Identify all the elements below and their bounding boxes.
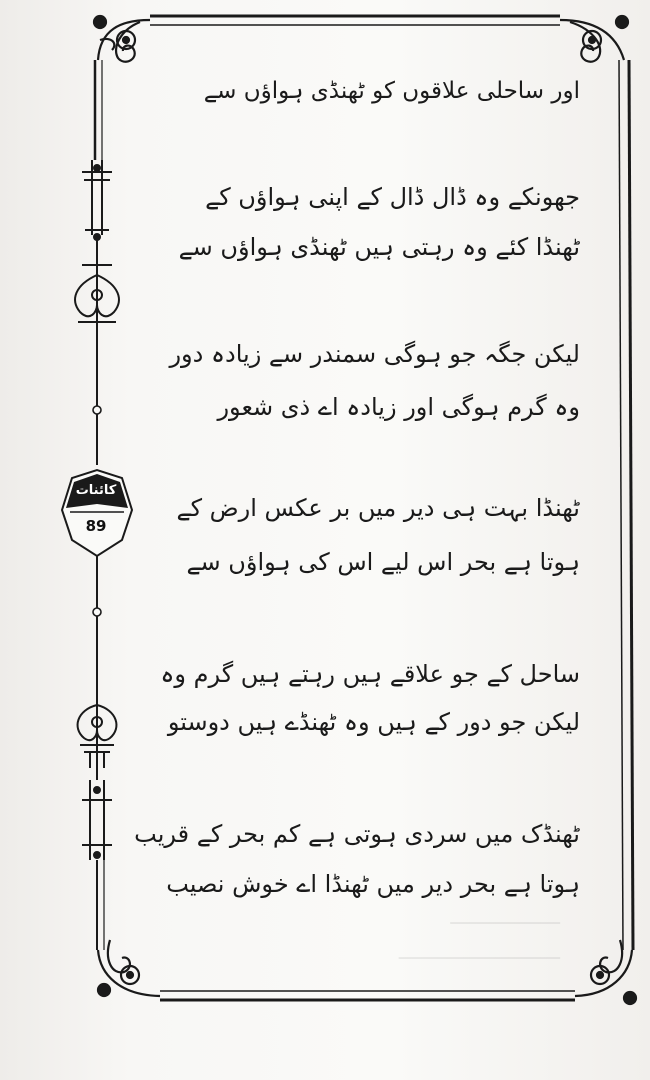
corner-scroll-bottom-right [575, 940, 636, 1004]
poem-line: لیکن جگہ جو ہوگی سمندر سے زیادہ دور [169, 340, 580, 368]
poem-line: ہوتا ہے بحر اس لیے اس کی ہواؤں سے [186, 548, 580, 576]
poem [134, 0, 580, 1080]
poem-line: جھونکے وہ ڈال ڈال کے اپنی ہواؤں کے [205, 183, 580, 211]
bleed-through-text: ـــــــــــــــــــــــــ [398, 940, 560, 965]
rail-ornament-4 [82, 780, 112, 860]
poem-title: اور ساحلی علاقوں کو ٹھنڈی ہواؤں سے [203, 78, 580, 104]
rail-ornament-2 [75, 255, 119, 330]
book-logo-text: کائنات [75, 483, 117, 498]
poem-line: ہوتا ہے بحر دیر میں ٹھنڈا اے خوش نصیب [166, 870, 580, 898]
poem-line: وہ گرم ہوگی اور زیادہ اے ذی شعور [217, 393, 580, 421]
poem-line: ٹھنڈا بہت ہی دیر میں بر عکس ارض کے [176, 494, 580, 522]
page-number: 89 [85, 517, 107, 535]
bleed-through-text: ـــــــــــــــــ [450, 905, 560, 930]
corner-scroll-bottom-left [98, 940, 160, 996]
corner-scroll-top-left [94, 16, 150, 62]
poem-line: ساحل کے جو علاقے ہیں رہتے ہیں گرم وہ [160, 660, 580, 688]
rail-ornament-3 [78, 700, 117, 768]
poem-line: ٹھنڈا کئے وہ رہتی ہیں ٹھنڈی ہواؤں سے [178, 233, 580, 261]
rail-ornament-1 [82, 160, 112, 240]
poem-line: لیکن جو دور کے ہیں وہ ٹھنڈے ہیں دوستو [167, 708, 580, 736]
poem-line: ٹھنڈک میں سردی ہوتی ہے کم بحر کے قریب [134, 820, 580, 848]
